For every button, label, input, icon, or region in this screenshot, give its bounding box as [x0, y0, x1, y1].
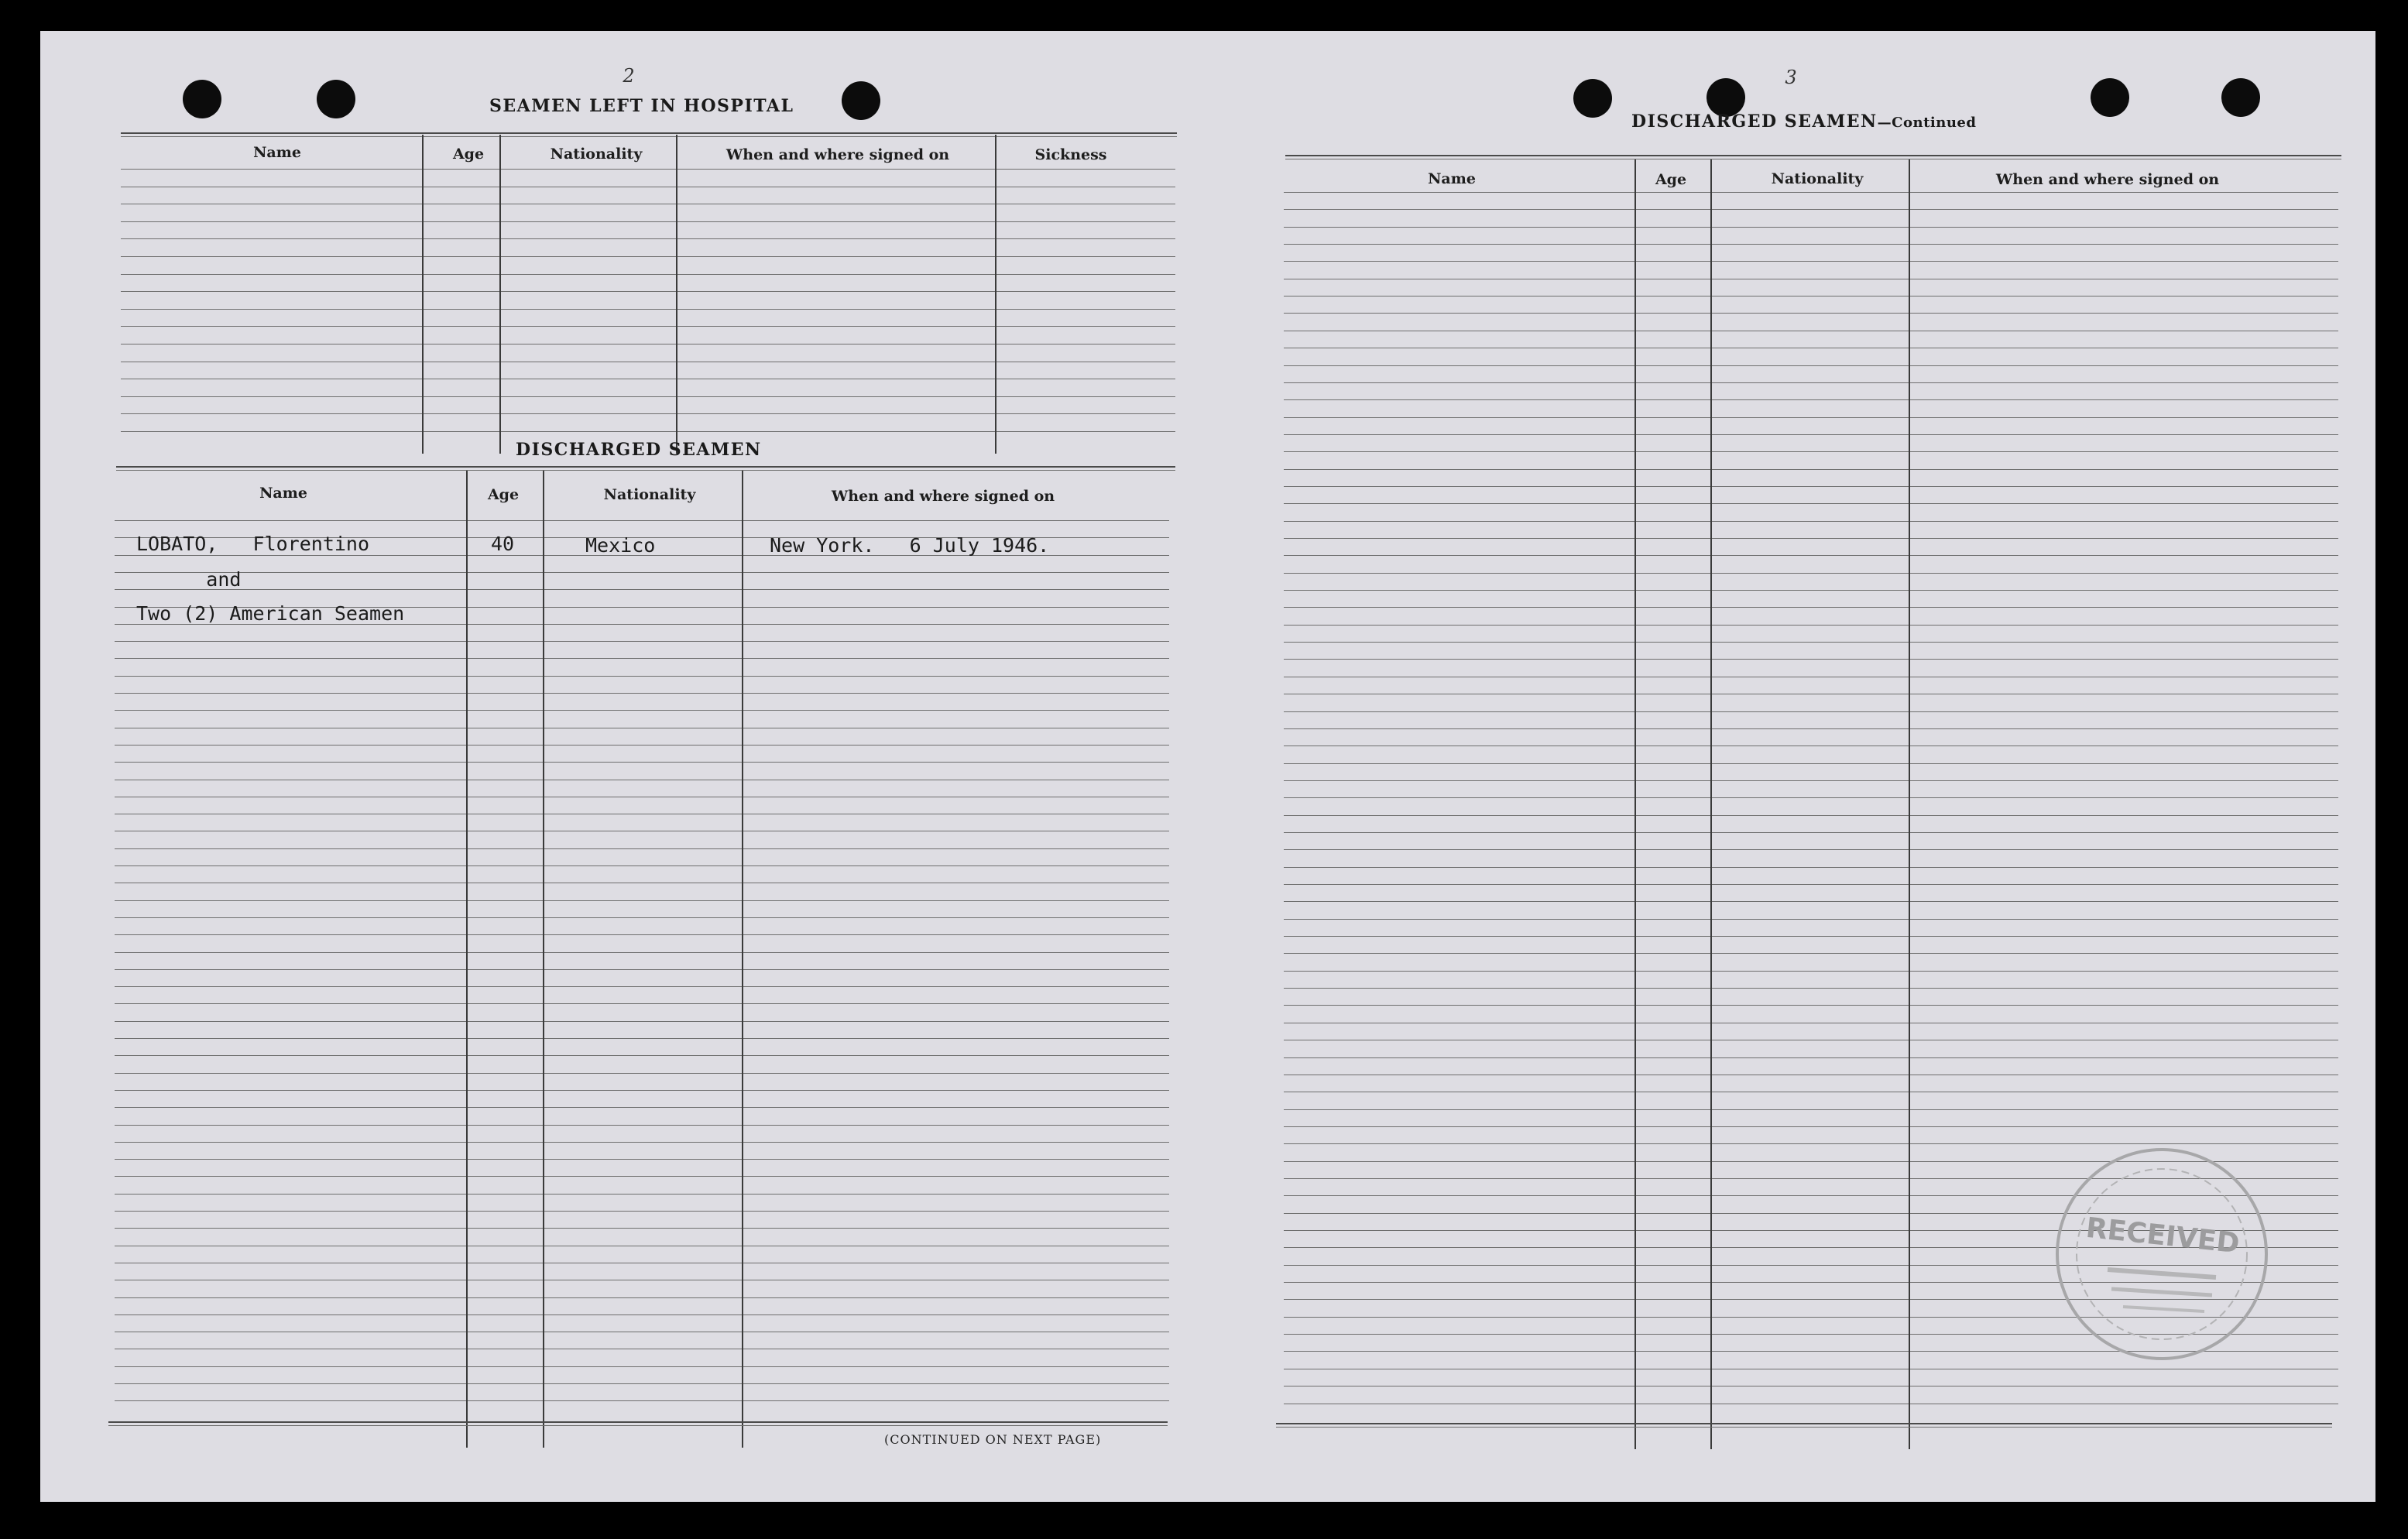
ruled-line: [121, 169, 1175, 170]
ruled-line: [115, 952, 1169, 953]
ruled-line: [115, 676, 1169, 677]
page-number-left: 2: [623, 65, 635, 87]
ruled-line: [115, 1038, 1169, 1039]
ruled-line: [115, 865, 1169, 866]
ruled-line: [1284, 538, 2338, 539]
col-header-age: Age: [1655, 171, 1687, 188]
column-divider: [543, 471, 544, 1448]
ruled-line: [121, 326, 1175, 327]
ruled-line: [1284, 901, 2338, 902]
table-rule: [116, 470, 1175, 471]
col-header-signed-on: When and where signed on: [1995, 171, 2220, 188]
ruled-line: [115, 1055, 1169, 1056]
ruled-line: [115, 1228, 1169, 1229]
ruled-line: [115, 1107, 1169, 1108]
ruled-line: [1284, 1109, 2338, 1110]
ruled-line: [1284, 953, 2338, 954]
ruled-line: [115, 1176, 1169, 1177]
table-rule: [1285, 155, 2341, 156]
document-sheet: [40, 31, 2375, 1502]
ruled-line: [121, 238, 1175, 239]
ruled-line: [115, 1125, 1169, 1126]
column-divider: [676, 135, 677, 454]
ruled-line: [115, 1366, 1169, 1367]
col-header-age: Age: [452, 146, 485, 163]
ruled-line: [1284, 815, 2338, 816]
stamp-text: RECEIVED: [2084, 1212, 2242, 1260]
ruled-line: [115, 1090, 1169, 1091]
ruled-line: [115, 1021, 1169, 1022]
ruled-line: [1284, 590, 2338, 591]
ruled-line: [115, 1314, 1169, 1315]
ruled-line: [1284, 261, 2338, 262]
col-header-name: Name: [1428, 170, 1476, 187]
punch-hole: [317, 80, 355, 118]
ruled-line: [1284, 573, 2338, 574]
punch-hole: [2091, 78, 2129, 117]
ruled-line: [115, 572, 1169, 573]
ruled-line: [115, 658, 1169, 659]
ruled-line: [1284, 417, 2338, 418]
continued-footer: (CONTINUED ON NEXT PAGE): [884, 1432, 1102, 1447]
ruled-line: [115, 1383, 1169, 1384]
ruled-line: [115, 986, 1169, 987]
page-number-right: 3: [1785, 67, 1797, 88]
punch-hole: [183, 80, 221, 118]
table-rule: [116, 466, 1175, 468]
ruled-line: [115, 1400, 1169, 1401]
seaman-nationality: Mexico: [585, 534, 656, 557]
ruled-line: [115, 762, 1169, 763]
ruled-line: [115, 1194, 1169, 1195]
ruled-line: [1284, 227, 2338, 228]
ruled-line: [1284, 625, 2338, 626]
ruled-line: [115, 848, 1169, 849]
col-header-signed-on: When and where signed on: [725, 146, 950, 163]
ruled-line: [1284, 503, 2338, 504]
ruled-line: [1284, 365, 2338, 366]
seaman-name: and: [136, 568, 242, 591]
ruled-line: [115, 710, 1169, 711]
ruled-line: [115, 969, 1169, 970]
ruled-line: [1284, 382, 2338, 383]
ruled-line: [121, 291, 1175, 292]
ruled-line: [1284, 434, 2338, 435]
ruled-line: [1284, 832, 2338, 833]
ruled-line: [1284, 919, 2338, 920]
ruled-line: [1284, 486, 2338, 487]
ruled-line: [121, 431, 1175, 432]
column-divider: [1634, 159, 1636, 1449]
ruled-line: [1284, 1126, 2338, 1127]
seaman-name: Two (2) American Seamen: [136, 602, 405, 625]
table-rule: [121, 136, 1177, 137]
ruled-line: [115, 900, 1169, 901]
ruled-line: [1284, 607, 2338, 608]
punch-hole: [842, 81, 880, 120]
ruled-line: [121, 309, 1175, 310]
ruled-line: [115, 1159, 1169, 1160]
ruled-line: [121, 221, 1175, 222]
seaman-signed-on: New York. 6 July 1946.: [770, 534, 1050, 557]
ruled-line: [1284, 399, 2338, 400]
hospital-section-title: SEAMEN LEFT IN HOSPITAL: [489, 96, 794, 116]
ruled-line: [1284, 659, 2338, 660]
col-header-age: Age: [487, 486, 520, 503]
col-header-sickness: Sickness: [1034, 146, 1107, 163]
ruled-line: [1284, 1057, 2338, 1058]
col-header-name: Name: [259, 485, 307, 502]
ruled-line: [1284, 971, 2338, 972]
ruled-line: [115, 693, 1169, 694]
ruled-line: [121, 256, 1175, 257]
ruled-line: [115, 520, 1169, 521]
ruled-line: [1284, 988, 2338, 989]
discharged-section-title: DISCHARGED SEAMEN: [516, 440, 762, 460]
ruled-line: [1284, 728, 2338, 729]
ruled-line: [1284, 936, 2338, 937]
punch-hole: [2221, 78, 2260, 117]
seaman-name: LOBATO, Florentino: [136, 533, 370, 555]
ruled-line: [1284, 451, 2338, 452]
table-rule: [1276, 1427, 2332, 1428]
ruled-line: [121, 396, 1175, 397]
ruled-line: [1284, 797, 2338, 798]
seaman-age: 40: [491, 533, 515, 555]
ruled-line: [1284, 469, 2338, 470]
ruled-line: [1284, 849, 2338, 850]
ruled-line: [115, 641, 1169, 642]
ruled-line: [121, 274, 1175, 275]
ruled-line: [1284, 192, 2338, 193]
ruled-line: [115, 589, 1169, 590]
ruled-line: [115, 1211, 1169, 1212]
ruled-line: [115, 934, 1169, 935]
table-rule: [1276, 1423, 2332, 1424]
ruled-line: [1284, 209, 2338, 210]
column-divider: [742, 471, 743, 1448]
ruled-line: [1284, 711, 2338, 712]
column-divider: [499, 135, 501, 454]
column-divider: [466, 471, 468, 1448]
ruled-line: [1284, 555, 2338, 556]
ruled-line: [115, 1297, 1169, 1298]
col-header-nationality: Nationality: [550, 146, 643, 163]
ruled-line: [115, 1073, 1169, 1074]
ruled-line: [1284, 521, 2338, 522]
ruled-line: [1284, 867, 2338, 868]
title-suffix: —Continued: [1877, 115, 1977, 131]
col-header-nationality: Nationality: [1771, 170, 1864, 187]
ruled-line: [1284, 1005, 2338, 1006]
ruled-line: [115, 745, 1169, 746]
ruled-line: [115, 1003, 1169, 1004]
ruled-line: [1284, 642, 2338, 643]
ruled-line: [1284, 884, 2338, 885]
col-header-signed-on: When and where signed on: [831, 488, 1055, 505]
ruled-line: [1284, 244, 2338, 245]
column-divider: [995, 135, 996, 454]
ruled-line: [121, 413, 1175, 414]
ruled-line: [115, 1142, 1169, 1143]
table-rule: [108, 1421, 1168, 1423]
punch-hole: [1573, 79, 1612, 118]
column-divider: [1909, 159, 1910, 1449]
column-divider: [422, 135, 424, 454]
continued-section-title: [1631, 111, 1976, 132]
ruled-line: [1284, 763, 2338, 764]
table-rule: [121, 132, 1177, 134]
ruled-line: [1284, 780, 2338, 781]
received-stamp: [2050, 1130, 2274, 1378]
ruled-line: [115, 917, 1169, 918]
col-header-name: Name: [253, 144, 301, 161]
column-divider: [1710, 159, 1712, 1449]
col-header-nationality: Nationality: [603, 486, 696, 503]
ruled-line: [1284, 313, 2338, 314]
title-text: DISCHARGED SEAMEN: [1631, 111, 1878, 132]
table-rule: [108, 1425, 1168, 1426]
